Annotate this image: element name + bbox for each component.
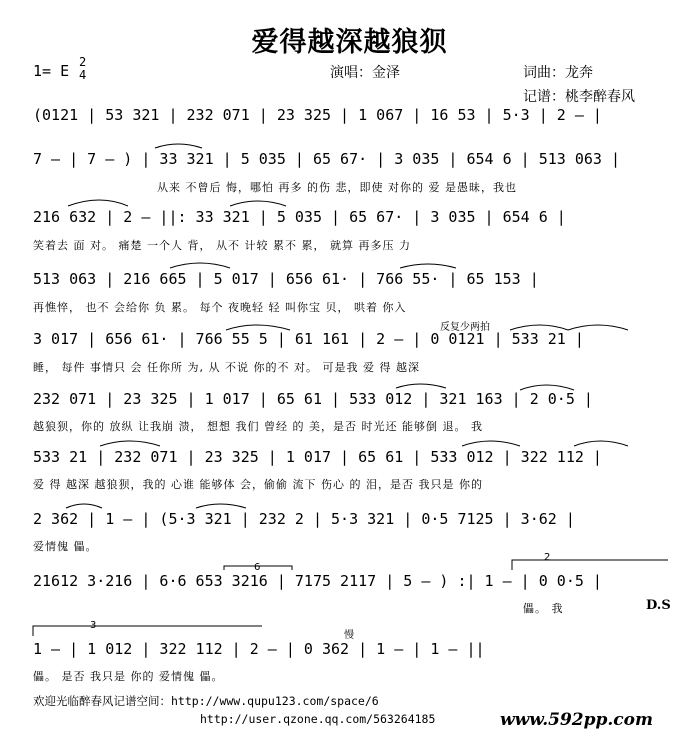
slur-3 [230,201,286,206]
slur-6 [226,325,290,330]
slur-5 [400,264,456,268]
score-row-8: 2 362 | 1 – | (5·3 321 | 232 2 | 5·3 321 | 0·5 7125 | 3·62 | [33,510,575,528]
score-row-5: 3 017 | 656 61· | 766 55 5 | 61 161 | 2 – | 0 0121 | 533 21 | [33,330,584,348]
slur-14 [66,504,102,508]
singer-credit: 演唱：金泽 [330,65,400,81]
slur-8 [568,325,628,330]
volta-2-label: 2 [544,552,551,563]
repeat-hint: 反复少两拍 [440,322,490,333]
volta-3-label: 3 [90,620,97,631]
slur-4 [170,263,230,268]
lyric-row-3: 笑着去 面 对。 痛楚 一个人 背， 从不 计较 累不 累， 就算 再多压 力 [33,239,411,252]
slur-11 [100,441,160,446]
score-row-3: 216 632 | 2 – ||: 33 321 | 5 035 | 65 67· | 3 035 | 654 6 | [33,208,566,226]
lyric-row-9: 儡。 我 [523,602,564,615]
lyric-row-2: 从来 不曾后 悔，哪怕 再多 的伤 悲，即使 对你的 爱 是愚昧，我也 [157,181,517,194]
score-row-7: 533 21 | 232 071 | 23 325 | 1 017 | 65 61 | 533 012 | 322 112 | [33,448,602,466]
tuplet-6-label: 6 [254,562,261,573]
slur-2 [68,200,128,206]
lyric-row-10: 儡。 是否 我只是 你的 爱情傀 儡。 [33,670,224,683]
score-row-9: 21612 3·216 | 6·6 653 3216 | 7175 2117 | 5 – ) :| 1 – | 0 0·5 | [33,572,602,590]
lyric-row-6: 越狼狈，你的 放纵 让我崩 溃， 想想 我们 曾经 的 美，是否 时光还 能够倒 退。 我 [33,420,483,433]
lyric-row-5: 睡， 每件 事情只 会 任你所 为, 从 不说 你的不 对。 可是我 爱 得 越深 [33,361,420,374]
slur-9 [520,385,574,390]
key-signature: 1= E [33,62,70,80]
footer-line-2: http://user.qzone.qq.com/563264185 [200,712,436,726]
site-watermark: www.592pp.com [500,710,653,730]
composer-credit: 词曲：龙奔 [523,65,593,81]
footer-line-1: 欢迎光临醉春风记谱空间：http://www.qupu123.com/space/6 [33,694,379,708]
tuplet-bracket [224,566,292,570]
slur-10 [396,384,446,388]
score-row-1: (0121 | 53 321 | 232 071 | 23 325 | 1 067 | 16 53 | 5·3 | 2 – | [33,106,602,124]
lyric-row-4: 再憔悴， 也不 会给你 负 累。 每个 夜晚轻 轻 叫你宝 贝， 哄着 你入 [33,301,407,314]
tempo-slow-mark: 慢 [344,630,354,641]
volta-bracket-2 [512,560,668,570]
lyric-row-8: 爱情傀 儡。 [33,540,98,553]
volta-bracket-3 [33,626,262,636]
slur-12 [462,441,520,446]
slur-7 [510,325,568,330]
meter-bottom: 4 [79,68,87,82]
slur-1 [155,144,202,148]
meter-top: 2 [79,55,87,69]
score-row-10: 1 – | 1 012 | 322 112 | 2 – | 0 362 | 1 – | 1 – || [33,640,485,658]
slur-13 [574,441,628,446]
page-title: 爱得越深越狼狈 [251,27,448,58]
lyric-row-7: 爱 得 越深 越狼狈，我的 心谁 能够体 会，偷偷 流下 伤心 的 泪，是否 我只是 你的 [33,478,483,491]
transcriber-credit: 记谱：桃李醉春风 [523,89,635,105]
slur-15 [196,504,246,508]
score-row-6: 232 071 | 23 325 | 1 017 | 65 61 | 533 012 | 321 163 | 2 0·5 | [33,390,593,408]
score-row-4: 513 063 | 216 665 | 5 017 | 656 61· | 766 55· | 65 153 | [33,270,539,288]
ds-marking: D.S [646,598,671,613]
score-row-2: 7 – | 7 – ) | 33 321 | 5 035 | 65 67· | 3 035 | 654 6 | 513 063 | [33,150,620,168]
